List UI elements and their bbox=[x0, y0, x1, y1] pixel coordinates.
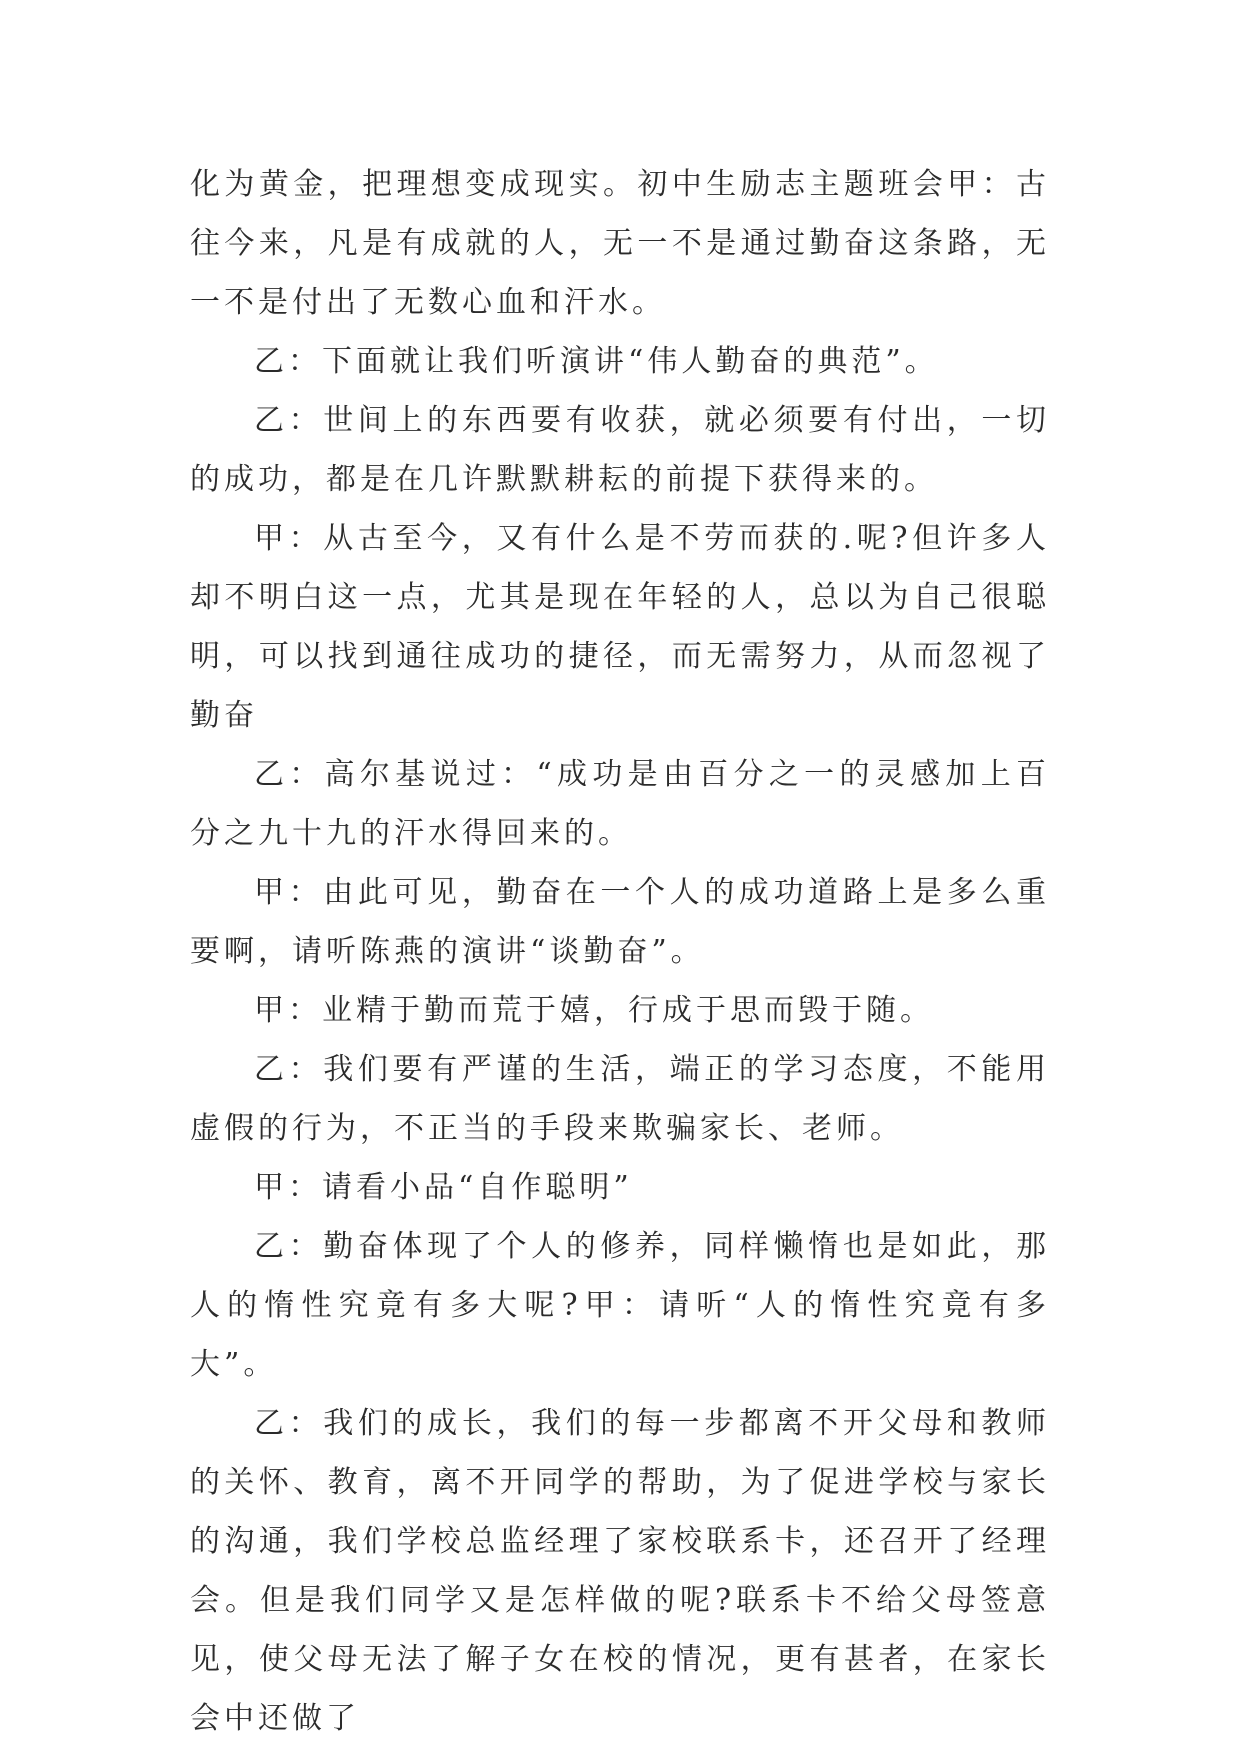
paragraph: 乙：我们的成长，我们的每一步都离不开父母和教师的关怀、教育，离不开同学的帮助，为了促进学校与家长的沟通，我们学校总监经理了家校联系卡，还召开了经理会。但是我们同学又是怎样做的呢?联系卡不给父母签意见，使父母无法了解子女在校的情况，更有甚者，在家长会中还做了 bbox=[190, 1406, 1050, 1736]
paragraph: 乙：高尔基说过：“成功是由百分之一的灵感加上百分之九十九的汗水得回来的。 bbox=[190, 757, 1050, 851]
paragraph: 甲：由此可见，勤奋在一个人的成功道路上是多么重要啊，请听陈燕的演讲“谈勤奋”。 bbox=[190, 875, 1050, 969]
paragraph: 乙：世间上的东西要有收获，就必须要有付出，一切的成功，都是在几许默默耕耘的前提下获得来的。 bbox=[190, 403, 1050, 497]
paragraph: 乙：我们要有严谨的生活，端正的学习态度，不能用虚假的行为，不正当的手段来欺骗家长、老师。 bbox=[190, 1052, 1050, 1146]
paragraph: 乙：下面就让我们听演讲“伟人勤奋的典范”。 bbox=[254, 344, 939, 379]
paragraph: 化为黄金，把理想变成现实。初中生励志主题班会甲：古往今来，凡是有成就的人，无一不是通过勤奋这条路，无一不是付出了无数心血和汗水。 bbox=[190, 167, 1050, 320]
paragraph: 甲：请看小品“自作聪明” bbox=[254, 1170, 633, 1205]
paragraph: 乙：勤奋体现了个人的修养，同样懒惰也是如此，那人的惰性究竟有多大呢?甲：请听“人的惰性究竟有多大”。 bbox=[190, 1229, 1050, 1382]
document-body bbox=[190, 155, 1050, 1748]
paragraph: 甲：从古至今，又有什么是不劳而获的.呢?但许多人却不明白这一点，尤其是现在年轻的人，总以为自己很聪明，可以找到通往成功的捷径，而无需努力，从而忽视了勤奋 bbox=[190, 521, 1050, 733]
paragraph: 甲：业精于勤而荒于嬉，行成于思而毁于随。 bbox=[254, 993, 934, 1028]
